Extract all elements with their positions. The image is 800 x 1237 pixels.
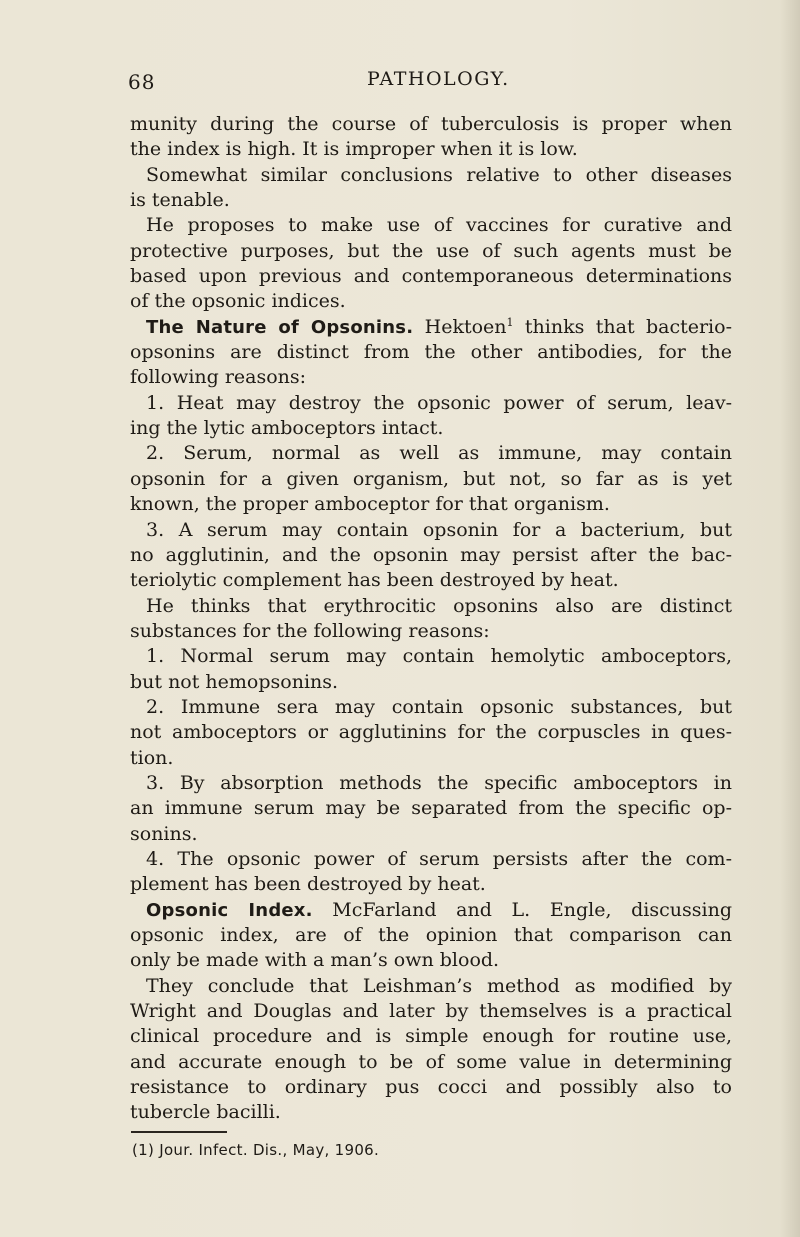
footnote: (1) Jour. Infect. Dis., May, 1906. [132, 1141, 380, 1159]
text-line: tion. [130, 746, 174, 769]
text-line: Wright and Douglas and later by themselves is a practical [130, 1000, 732, 1023]
text-line: opsonins are distinct from the other antibodies, for the [130, 341, 732, 364]
text-line: opsonic index, are of the opinion that comparison can [130, 924, 732, 946]
text-line: tubercle bacilli. [130, 1101, 281, 1124]
text-line: clinical procedure and is simple enough for routine use, [130, 1025, 732, 1048]
text-line: and accurate enough to be of some value in determining [130, 1050, 732, 1073]
text-segment: thinks that bacterio- [513, 315, 732, 338]
text-line: not amboceptors or agglutinins for the corpuscles in ques- [130, 721, 732, 744]
text-line: munity during the course of tuberculosis is proper when [130, 113, 732, 135]
text-line: an immune serum may be separated from the specific op- [130, 797, 732, 820]
text-line: 3. By absorption methods the specific amboceptors in [146, 771, 732, 794]
page-edge-shadow [780, 0, 800, 1237]
text-line: teriolytic complement has been destroyed by heat. [130, 569, 619, 592]
text-line: 2. Immune sera may contain opsonic substances, but [146, 695, 732, 718]
text-line: opsonin for a given organism, but not, so far as is yet [130, 467, 732, 490]
text-line: based upon previous and contemporaneous determinations [130, 265, 732, 288]
text-line: He thinks that erythrocitic opsonins also are distinct [146, 594, 732, 617]
text-line: is tenable. [130, 189, 230, 212]
text-line: ing the lytic amboceptors intact. [130, 417, 444, 440]
text-line: substances for the following reasons: [130, 619, 490, 642]
footnote-divider [131, 1131, 227, 1133]
text-line: They conclude that Leishman’s method as modified by [146, 974, 732, 997]
text-line: resistance to ordinary pus cocci and possibly also to [130, 1076, 732, 1099]
text-line: 1. Heat may destroy the opsonic power of serum, leav- [146, 391, 732, 414]
running-head: PATHOLOGY. [367, 68, 510, 90]
text-line: sonins. [130, 822, 198, 845]
text-line: known, the proper amboceptor for that organism. [130, 493, 610, 516]
text-line: 2. Serum, normal as well as immune, may contain [146, 442, 732, 465]
text-line: 3. A serum may contain opsonin for a bacterium, but [146, 518, 732, 541]
text-line: 1. Normal serum may contain hemolytic amboceptors, [146, 645, 732, 668]
section-heading-line [130, 315, 732, 340]
text-line: 4. The opsonic power of serum persists after the com- [146, 847, 732, 870]
page-number: 68 [128, 70, 156, 94]
footnote-marker: 1 [506, 315, 514, 329]
text-line: He proposes to make use of vaccines for curative and [146, 214, 732, 237]
body-text [130, 112, 732, 1126]
text-line: protective purposes, but the use of such agents must be [130, 239, 732, 262]
text-segment: Hektoen [413, 315, 507, 338]
text-line: no agglutinin, and the opsonin may persist after the bac- [130, 543, 732, 566]
text-line: following reasons: [130, 366, 307, 389]
text-line: of the opsonic indices. [130, 290, 346, 313]
section-heading: The Nature of Opsonins. [146, 316, 414, 338]
text-segment: McFarland and L. Engle, discussing [312, 898, 732, 921]
text-line: but not hemopsonins. [130, 670, 339, 693]
section-heading: Opsonic Index. [146, 899, 313, 921]
section-heading-line [130, 898, 732, 923]
text-line: Somewhat similar conclusions relative to other diseases [146, 163, 732, 186]
text-line: plement has been destroyed by heat. [130, 873, 486, 896]
text-line: the index is high. It is improper when it is low. [130, 138, 578, 161]
text-line: only be made with a man’s own blood. [130, 949, 500, 972]
